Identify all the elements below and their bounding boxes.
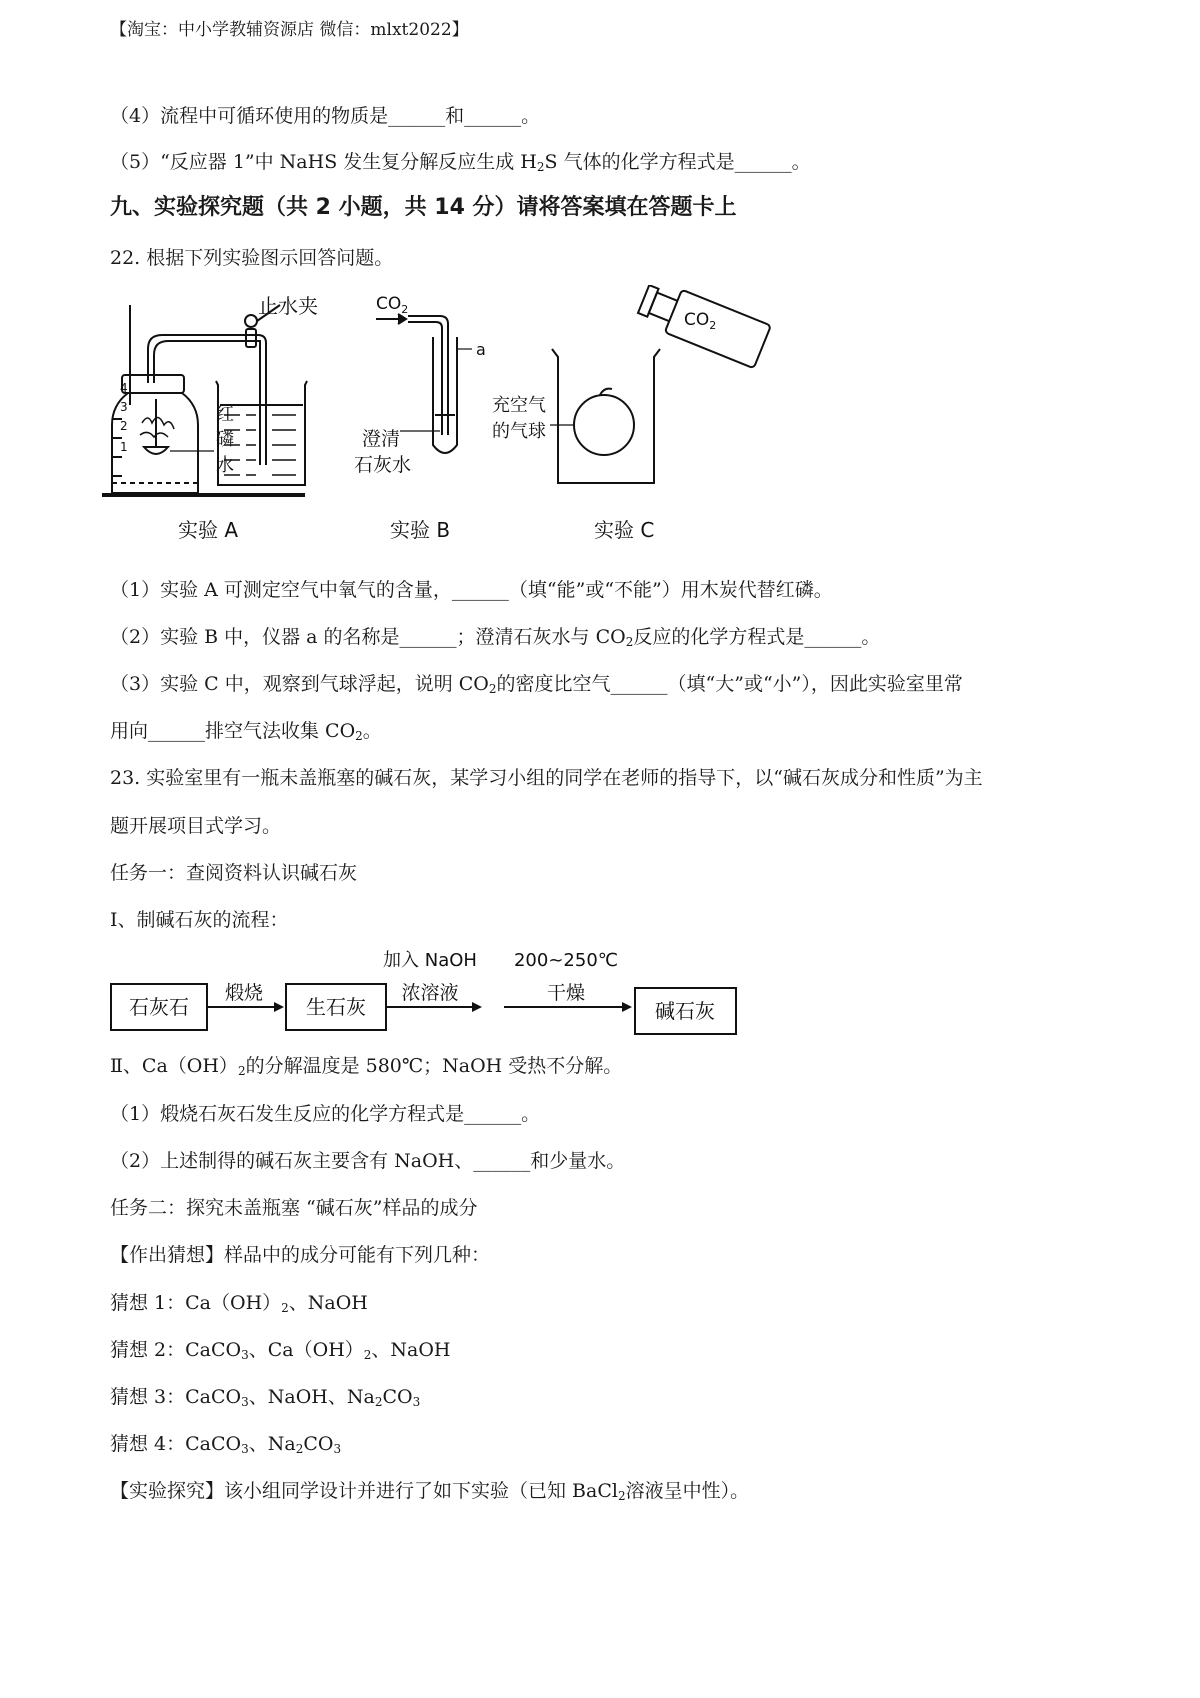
caption-exp-c: 实验 C: [594, 518, 655, 542]
red-phosphorus-label: 磷: [216, 429, 234, 450]
balloon-label: 充空气: [492, 395, 546, 416]
flow-step-label: 煅烧: [224, 982, 264, 1004]
experiment-figure: [100, 285, 820, 550]
flow-box-label: 石灰石: [129, 995, 189, 1019]
flow-box-label: 碱石灰: [655, 999, 715, 1023]
section-9-title: 九、实验探究题（共 2 小题，共 14 分）请将答案填在答题卡上: [110, 195, 737, 220]
caption-exp-a: 实验 A: [178, 518, 239, 542]
q22-part3-cont: 用向______排空气法收集 $CO_2$。: [110, 720, 382, 743]
q23-task1: 任务一：查阅资料认识碱石灰: [110, 862, 358, 884]
q21-part4: （4）流程中可循环使用的物质是______和______。: [110, 105, 541, 127]
q23-experiment: 【实验探究】该小组同学设计并进行了如下实验（已知 BaCl$_2$溶液呈中性）。: [110, 1480, 750, 1503]
clamp: [246, 329, 256, 347]
clamp-label: 止水夹: [258, 294, 318, 318]
flow-step-label: 200~250℃: [513, 950, 619, 971]
q22-part2: （2）实验 B 中，仪器 a 的名称是______；澄清石灰水与 $CO_2$反应的化学方程式是______。: [110, 626, 881, 649]
q23-info1: Ⅰ、制碱石灰的流程：: [110, 909, 289, 931]
scale-mark: 4: [120, 381, 128, 395]
scale-mark: 3: [120, 400, 128, 414]
q23-stem-cont: 题开展项目式学习。: [110, 815, 282, 837]
q23-part2: （2）上述制得的碱石灰主要含有 NaOH、______和少量水。: [110, 1150, 626, 1172]
limewater-label: 石灰水: [354, 454, 412, 476]
q23-info2: Ⅱ、$Ca(OH)_2$的分解温度是 580℃；NaOH 受热不分解。: [110, 1055, 623, 1078]
q23-task2: 任务二：探究未盖瓶塞 “碱石灰”样品的成分: [110, 1197, 478, 1219]
water-label: 水: [216, 455, 234, 476]
balloon: [574, 395, 634, 455]
test-tube: [433, 337, 457, 453]
q23-guess-2: 猜想 2：CaCO$_3$、$Ca(OH)_2$、NaOH: [110, 1339, 451, 1362]
q22-part1: （1）实验 A 可测定空气中氧气的含量，______（填“能”或“不能”）用木炭代替红磷。: [110, 579, 833, 601]
scale-mark: 1: [120, 440, 128, 454]
flow-box-label: 生石灰: [306, 995, 366, 1019]
q23-part1: （1）煅烧石灰石发生反应的化学方程式是______。: [110, 1103, 541, 1125]
flow-step-label: 干燥: [546, 982, 586, 1004]
q21-part5: （5）“反应器 1”中 NaHS 发生复分解反应生成 $H_2S$ 气体的化学方程式是______。: [110, 151, 811, 174]
flow-step-label: 浓溶液: [401, 982, 459, 1004]
page-header: 【淘宝：中小学教辅资源店 微信：mlxt2022】: [110, 20, 469, 40]
soda-lime-flow: [100, 944, 760, 1046]
balloon-label: 的气球: [492, 421, 546, 442]
q23-guess-3: 猜想 3：CaCO$_3$、NaOH、$Na_2CO_3$: [110, 1386, 421, 1409]
flow-step-label: 加入 NaOH: [383, 950, 477, 971]
scale-mark: 2: [120, 419, 128, 433]
q23-guess-1: 猜想 1：$Ca(OH)_2$、NaOH: [110, 1292, 368, 1315]
q23-hypothesis: 【作出猜想】样品中的成分可能有下列几种：: [110, 1244, 491, 1266]
apparatus-a-label: a: [476, 340, 486, 359]
co2-label-b: $CO_2$: [376, 294, 409, 316]
q23-guess-4: 猜想 4：CaCO$_3$、$Na_2CO_3$: [110, 1433, 342, 1456]
limewater-label: 澄清: [362, 428, 401, 450]
red-phosphorus-label: 红: [216, 404, 234, 425]
co2-label-c: $CO_2$: [684, 310, 717, 332]
q22-stem: 22. 根据下列实验图示回答问题。: [110, 247, 394, 269]
q23-stem: 23. 实验室里有一瓶未盖瓶塞的碱石灰，某学习小组的同学在老师的指导下，以“碱石灰成分和性质”为主: [110, 767, 983, 789]
q22-part3: （3）实验 C 中，观察到气球浮起，说明 $CO_2$的密度比空气______（填“大”或“小”），因此实验室里常: [110, 673, 963, 696]
beaker-c: [552, 349, 660, 483]
caption-exp-b: 实验 B: [390, 518, 451, 542]
